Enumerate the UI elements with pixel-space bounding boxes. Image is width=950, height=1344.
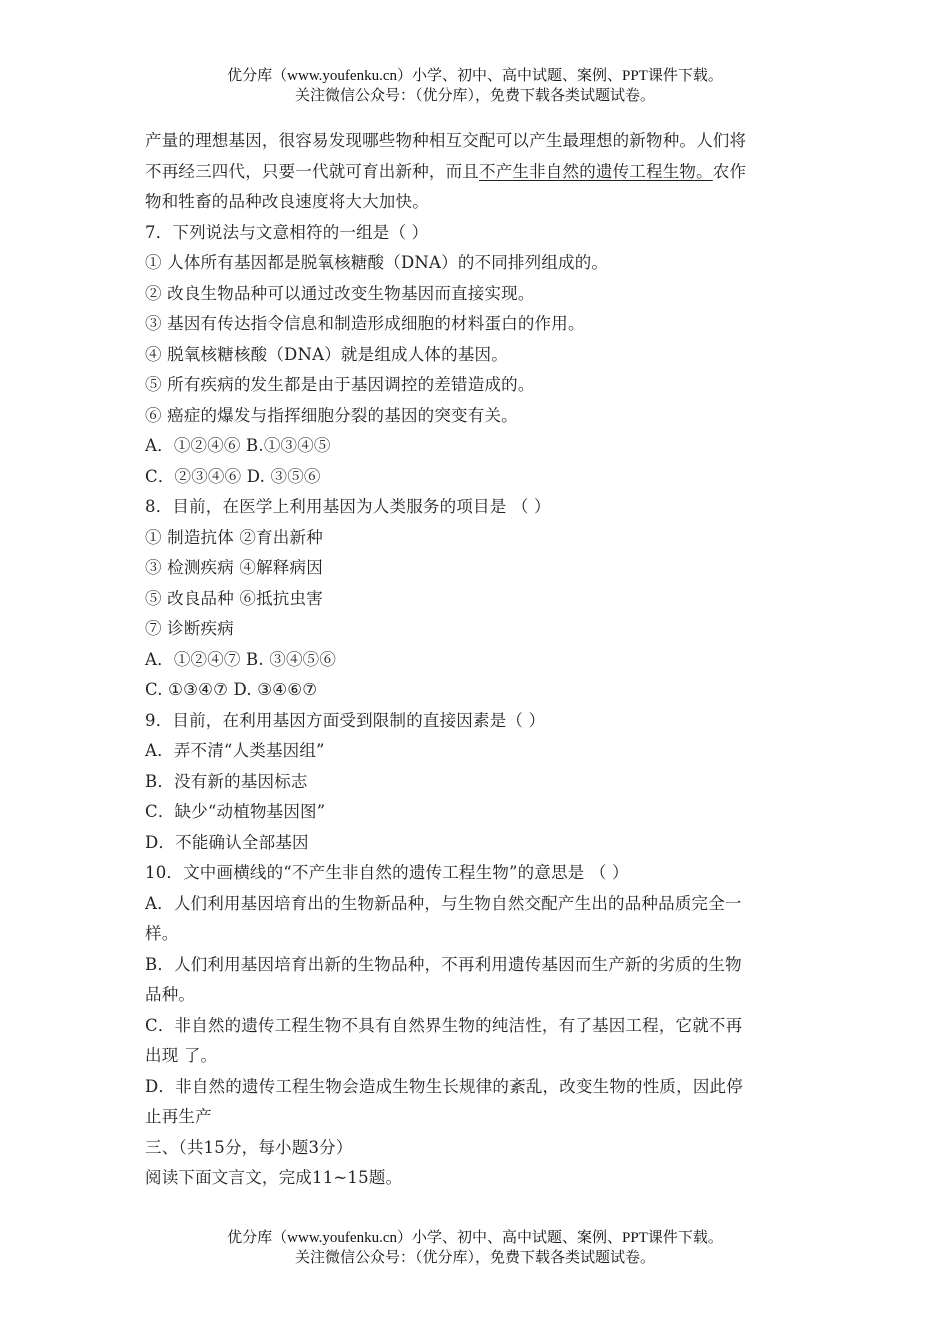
question-8-stem: 8．目前，在医学上利用基因为人类服务的项目是 （ ） [145, 497, 551, 516]
q9-option-a: A．弄不清“人类基因组” [145, 741, 325, 760]
section-3-title: 三、（共15分，每小题3分） [145, 1137, 353, 1157]
passage-line-2 [145, 157, 810, 188]
header-line-1: 优分库（www.youfenku.cn）小学、初中、高中试题、案例、PPT课件下载。 [227, 68, 723, 84]
q7-options-ab: A．①②④⑥ B.①③④⑤ [145, 436, 331, 455]
q10-option-a: A．人们利用基因培育出的生物新品种，与生物自然交配产生出的品种品质完全一 [145, 893, 742, 913]
q10-option-a-cont: 样。 [145, 924, 179, 943]
footer-line-1: 优分库（www.youfenku.cn）小学、初中、高中试题、案例、PPT课件下载。 [227, 1230, 723, 1246]
underlined-phrase: 不产生非自然的遗传工程生物。 [479, 161, 713, 181]
q10-option-d-cont: 止再生产 [145, 1107, 212, 1126]
document-body [145, 126, 810, 1194]
footer-line-2: 关注微信公众号：（优分库），免费下载各类试题试卷。 [294, 1250, 655, 1266]
q10-option-d: D．非自然的遗传工程生物会造成生物生长规律的紊乱，改变生物的性质，因此停 [145, 1076, 743, 1096]
q10-option-c: C．非自然的遗传工程生物不具有自然界生物的纯洁性，有了基因工程，它就不再 [145, 1015, 743, 1035]
header-line-2: 关注微信公众号：（优分库），免费下载各类试题试卷。 [294, 88, 655, 104]
passage-text: 农作 [712, 161, 747, 181]
q8-items-3: ⑤ 改良品种 ⑥抵抗虫害 [145, 588, 323, 608]
q8-items-1: ① 制造抗体 ②育出新种 [145, 527, 323, 547]
q8-items-2: ③ 检测疾病 ④解释病因 [145, 558, 323, 577]
q7-statement-1: ① 人体所有基因都是脱氧核糖酸（DNA）的不同排列组成的。 [145, 253, 609, 272]
q8-items-4: ⑦ 诊断疾病 [145, 619, 234, 638]
q10-option-b: B．人们利用基因培育出新的生物品种，不再利用遗传基因而生产新的劣质的生物 [145, 954, 742, 974]
question-7-stem: 7．下列说法与文意相符的一组是（ ） [145, 222, 429, 242]
q9-option-d: D．不能确认全部基因 [145, 832, 309, 852]
q7-statement-2: ② 改良生物品种可以通过改变生物基因而直接实现。 [145, 283, 535, 303]
q9-option-b: B．没有新的基因标志 [145, 771, 308, 791]
passage-line-1: 产量的理想基因，很容易发现哪些物种相互交配可以产生最理想的新物种。人们将 [145, 131, 747, 150]
page-footer [0, 1228, 950, 1268]
q7-statement-3: ③ 基因有传达指令信息和制造形成细胞的材料蛋白的作用。 [145, 314, 585, 333]
q7-statement-5: ⑤ 所有疾病的发生都是由于基因调控的差错造成的。 [145, 375, 535, 394]
passage-line-3: 物和牲畜的品种改良速度将大大加快。 [145, 192, 429, 211]
section-3-instruction: 阅读下面文言文，完成11~15题。 [145, 1168, 403, 1187]
q10-option-b-cont: 品种。 [145, 985, 196, 1004]
page-header [0, 66, 950, 106]
q7-statement-4: ④ 脱氧核糖核酸（DNA）就是组成人体的基因。 [145, 344, 508, 364]
question-10-stem: 10．文中画横线的“不产生非自然的遗传工程生物”的意思是 （ ） [145, 863, 629, 882]
q8-options-cd: C. ①③④⑦ D. ③④⑥⑦ [145, 680, 318, 699]
question-9-stem: 9．目前，在利用基因方面受到限制的直接因素是（ ） [145, 710, 546, 730]
q7-statement-6: ⑥ 癌症的爆发与指挥细胞分裂的基因的突变有关。 [145, 405, 518, 425]
q10-option-c-cont: 出现 了。 [145, 1046, 218, 1065]
q7-options-cd: C．②③④⑥ D. ③⑤⑥ [145, 466, 321, 486]
q9-option-c: C．缺少“动植物基因图” [145, 802, 326, 821]
passage-text: 不再经三四代，只要一代就可育出新种，而且 [145, 161, 479, 181]
q8-options-ab: A．①②④⑦ B. ③④⑤⑥ [145, 649, 337, 669]
